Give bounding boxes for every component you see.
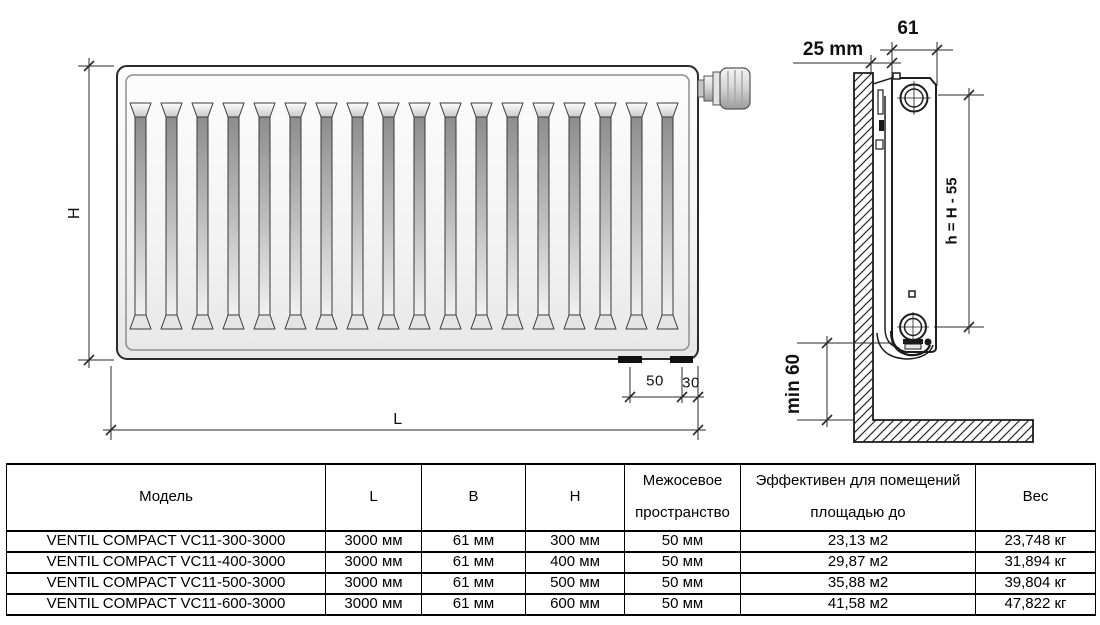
value-cell: 500 мм bbox=[526, 573, 625, 594]
table-row-0 bbox=[7, 531, 1096, 552]
depth-dim-label: 61 bbox=[897, 18, 919, 39]
value-cell: 50 мм bbox=[625, 573, 741, 594]
value-cell: 3000 мм bbox=[326, 594, 422, 615]
foot-edge-dim-label: 30 bbox=[682, 374, 700, 392]
column-header-4: Межосевое пространство bbox=[625, 464, 741, 531]
value-cell: 400 мм bbox=[526, 552, 625, 573]
value-cell: 61 мм bbox=[422, 531, 526, 552]
radiator-side-panel bbox=[873, 73, 936, 359]
spec-table-body bbox=[7, 531, 1096, 615]
value-cell: 3000 мм bbox=[326, 573, 422, 594]
side-view-drawing bbox=[793, 42, 1033, 442]
floor-clearance-label: min 60 bbox=[783, 353, 804, 415]
floor-clearance-dimension bbox=[822, 336, 832, 427]
value-cell: 50 мм bbox=[625, 552, 741, 573]
value-cell: 61 мм bbox=[422, 573, 526, 594]
value-cell: 29,87 м2 bbox=[741, 552, 976, 573]
value-cell: 41,58 м2 bbox=[741, 594, 976, 615]
value-cell: 35,88 м2 bbox=[741, 573, 976, 594]
height-dim-label: H bbox=[66, 206, 83, 220]
wall-gap-dim-label: 25 mm bbox=[802, 39, 864, 60]
column-header-5: Эффективен для помещений площадью до bbox=[741, 464, 976, 531]
model-cell: VENTIL COMPACT VC11-500-3000 bbox=[7, 573, 326, 594]
column-header-1: L bbox=[326, 464, 422, 531]
value-cell: 47,822 кг bbox=[976, 594, 1096, 615]
length-dim-label: L bbox=[393, 411, 403, 428]
spec-table bbox=[6, 463, 1096, 616]
model-cell: VENTIL COMPACT VC11-600-3000 bbox=[7, 594, 326, 615]
value-cell: 31,894 кг bbox=[976, 552, 1096, 573]
value-cell: 3000 мм bbox=[326, 552, 422, 573]
header-row bbox=[7, 464, 1096, 531]
value-cell: 23,13 м2 bbox=[741, 531, 976, 552]
mount-height-formula-label: h = H - 55 bbox=[943, 177, 961, 245]
length-dimension bbox=[103, 366, 706, 440]
value-cell: 300 мм bbox=[526, 531, 625, 552]
table-row-2 bbox=[7, 573, 1096, 594]
thermostatic-valve bbox=[698, 68, 750, 109]
spec-table-container bbox=[6, 463, 1096, 616]
column-header-2: B bbox=[422, 464, 526, 531]
column-header-0: Модель bbox=[7, 464, 326, 531]
foot-spacing-dim-label: 50 bbox=[646, 372, 664, 390]
value-cell: 50 мм bbox=[625, 531, 741, 552]
column-header-3: H bbox=[526, 464, 625, 531]
model-cell: VENTIL COMPACT VC11-400-3000 bbox=[7, 552, 326, 573]
value-cell: 600 мм bbox=[526, 594, 625, 615]
value-cell: 50 мм bbox=[625, 594, 741, 615]
table-row-3 bbox=[7, 594, 1096, 615]
column-header-6: Вес bbox=[976, 464, 1096, 531]
value-cell: 61 мм bbox=[422, 594, 526, 615]
value-cell: 23,748 кг bbox=[976, 531, 1096, 552]
spec-table-header bbox=[7, 464, 1096, 531]
value-cell: 3000 мм bbox=[326, 531, 422, 552]
model-cell: VENTIL COMPACT VC11-300-3000 bbox=[7, 531, 326, 552]
bottom-connection-right bbox=[670, 356, 693, 363]
table-row-1 bbox=[7, 552, 1096, 573]
bottom-connection-left bbox=[618, 356, 642, 363]
value-cell: 39,804 кг bbox=[976, 573, 1096, 594]
value-cell: 61 мм bbox=[422, 552, 526, 573]
